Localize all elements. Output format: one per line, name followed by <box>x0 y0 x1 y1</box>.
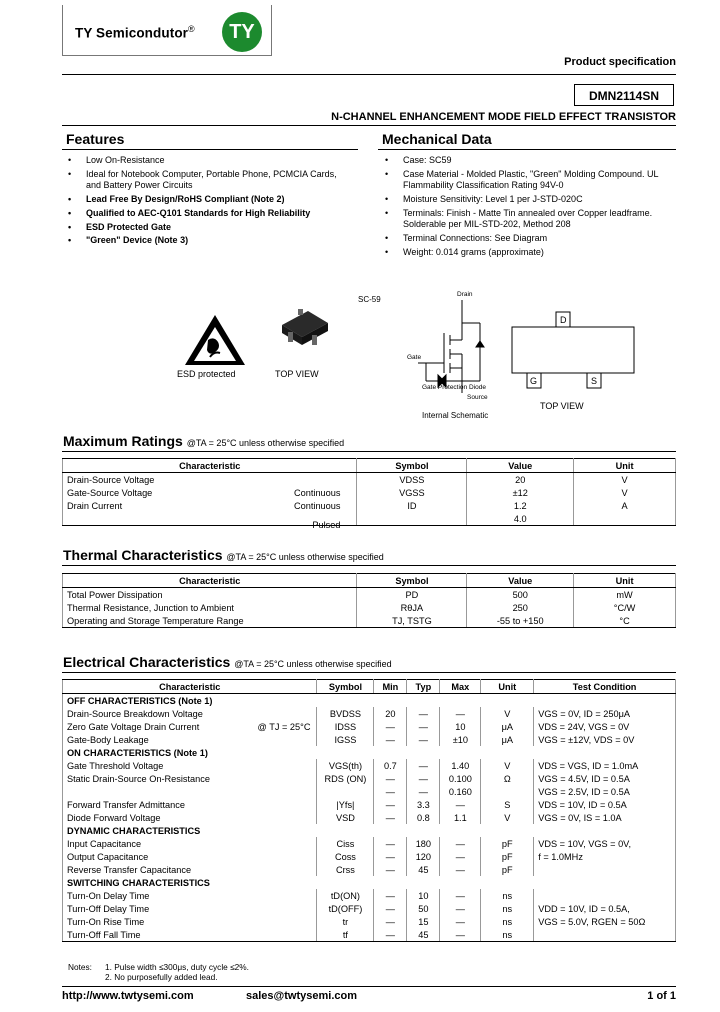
max-cell: 10 <box>440 720 481 733</box>
unit-cell: pF <box>481 837 534 850</box>
table-row <box>63 928 676 942</box>
package-3d-icon <box>282 309 328 345</box>
footer-page: 1 of 1 <box>647 990 676 1002</box>
column-header: Typ <box>407 680 440 694</box>
section-row <box>63 694 676 708</box>
column-header: Unit <box>574 574 676 588</box>
value-cell: ±12 <box>467 486 574 499</box>
column-header: Test Condition <box>534 680 676 694</box>
package-figures <box>60 285 680 425</box>
table-row <box>63 915 676 928</box>
symbol-cell: VGSS <box>357 486 467 499</box>
characteristic-sub: Pulsed <box>312 519 341 530</box>
column-header: Symbol <box>317 680 374 694</box>
value-cell: 250 <box>467 601 574 614</box>
section-title: SWITCHING CHARACTERISTICS <box>63 876 676 889</box>
column-header: Characteristic <box>63 459 357 473</box>
column-header: Unit <box>574 459 676 473</box>
mechanical-item: • Case Material - Molded Plastic, "Green" Molding Compound. UL Flammability Classification Rating 94V-0 <box>381 169 661 192</box>
typ-cell: — <box>407 733 440 746</box>
feature-item: • Lead Free By Design/RoHS Compliant (Note 2) <box>64 194 344 206</box>
characteristic-cell <box>63 720 317 733</box>
pin-s-label: S <box>591 376 598 386</box>
value-cell: 20 <box>467 473 574 487</box>
test-condition-cell: VDS = 10V, ID = 0.5A <box>534 798 676 811</box>
characteristic-text: Turn-On Delay Time <box>67 890 150 901</box>
symbol-cell: tD(OFF) <box>317 902 374 915</box>
feature-item: • ESD Protected Gate <box>64 222 344 234</box>
max-cell: 1.1 <box>440 811 481 824</box>
symbol-cell: Ciss <box>317 837 374 850</box>
characteristic-cell <box>63 486 357 499</box>
esd-label: ESD protected <box>177 369 236 379</box>
min-cell: — <box>374 798 407 811</box>
symbol-cell: tD(ON) <box>317 889 374 902</box>
characteristic-cell <box>63 850 317 863</box>
table-row <box>63 733 676 746</box>
max-cell: 0.160 <box>440 785 481 798</box>
characteristic-sub: Continuous <box>294 487 341 498</box>
max-cell: 1.40 <box>440 759 481 772</box>
characteristic-cell: Total Power Dissipation <box>63 588 357 602</box>
characteristic-text: Input Capacitance <box>67 838 142 849</box>
symbol-cell: Crss <box>317 863 374 876</box>
symbol-cell: ID <box>357 499 467 512</box>
characteristic-cell: Thermal Resistance, Junction to Ambient <box>63 601 357 614</box>
divider <box>62 149 358 150</box>
unit-cell: pF <box>481 850 534 863</box>
max-ratings-table <box>62 458 676 530</box>
symbol-cell: RθJA <box>357 601 467 614</box>
product-spec-label: Product specification <box>564 56 676 68</box>
min-cell: — <box>374 811 407 824</box>
value-cell: 500 <box>467 588 574 602</box>
unit-cell: ns <box>481 889 534 902</box>
source-label: Source <box>467 394 488 401</box>
symbol-cell <box>317 785 374 798</box>
unit-cell: μA <box>481 733 534 746</box>
section-row <box>63 824 676 837</box>
min-cell: 20 <box>374 707 407 720</box>
symbol-cell: PD <box>357 588 467 602</box>
unit-cell: °C/W <box>574 601 676 614</box>
typ-cell: — <box>407 759 440 772</box>
max-cell: — <box>440 863 481 876</box>
min-cell: — <box>374 863 407 876</box>
divider <box>62 74 676 75</box>
mechanical-list <box>381 155 661 261</box>
unit-cell: mW <box>574 588 676 602</box>
unit-cell: S <box>481 798 534 811</box>
test-condition-cell: VGS = ±12V, VDS = 0V <box>534 733 676 746</box>
characteristic-cell <box>63 811 317 824</box>
typ-cell: 120 <box>407 850 440 863</box>
table-row <box>63 499 676 512</box>
max-cell: ±10 <box>440 733 481 746</box>
min-cell: — <box>374 733 407 746</box>
table-row <box>63 837 676 850</box>
note-item: 2. No purposefully added lead. <box>105 972 218 982</box>
typ-cell: 45 <box>407 928 440 942</box>
characteristic-cell <box>63 785 317 798</box>
typ-cell: 15 <box>407 915 440 928</box>
table-row <box>63 759 676 772</box>
typ-cell: — <box>407 720 440 733</box>
divider <box>62 451 676 452</box>
thermal-title: Thermal Characteristics @TA = 25°C unless otherwise specified <box>63 547 384 563</box>
divider <box>378 149 676 150</box>
divider <box>62 986 676 987</box>
unit-cell: °C <box>574 614 676 628</box>
table-row <box>63 772 676 785</box>
characteristic-text: Output Capacitance <box>67 851 149 862</box>
table-row <box>63 614 676 628</box>
typ-cell: — <box>407 772 440 785</box>
characteristic-text: Zero Gate Voltage Drain Current <box>67 721 200 732</box>
electrical-title: Electrical Characteristics @TA = 25°C unless otherwise specified <box>63 654 392 670</box>
min-cell: — <box>374 889 407 902</box>
typ-cell: 3.3 <box>407 798 440 811</box>
max-cell: — <box>440 889 481 902</box>
characteristic-cell <box>63 733 317 746</box>
value-cell: 4.0 <box>467 512 574 526</box>
value-cell: 1.2 <box>467 499 574 512</box>
max-cell: — <box>440 915 481 928</box>
section-title: DYNAMIC CHARACTERISTICS <box>63 824 676 837</box>
test-condition-cell: VGS = 0V, ID = 250μA <box>534 707 676 720</box>
column-header: Symbol <box>357 574 467 588</box>
min-cell: 0.7 <box>374 759 407 772</box>
company-logo: TY <box>222 12 262 52</box>
top-view-label-2: TOP VIEW <box>540 401 584 411</box>
characteristic-sub: Continuous <box>294 500 341 511</box>
min-cell: — <box>374 785 407 798</box>
divider <box>62 672 676 673</box>
internal-schematic-icon <box>418 300 484 393</box>
note-item: 1. Pulse width ≤300μs, duty cycle ≤2%. <box>105 962 249 972</box>
notes-list <box>105 962 249 982</box>
table-row <box>63 473 676 487</box>
column-header: Symbol <box>357 459 467 473</box>
symbol-cell: tf <box>317 928 374 942</box>
divider <box>62 125 676 126</box>
typ-cell: 180 <box>407 837 440 850</box>
characteristic-cell <box>63 837 317 850</box>
table-row <box>63 902 676 915</box>
pin-d-label: D <box>560 315 567 325</box>
gate-protection-label: Gate Protection Diode <box>422 384 486 391</box>
characteristic-cell <box>63 798 317 811</box>
table-row <box>63 588 676 602</box>
test-condition-cell: VGS = 5.0V, RGEN = 50Ω <box>534 915 676 928</box>
mechanical-item: • Weight: 0.014 grams (approximate) <box>381 247 661 259</box>
symbol-cell: TJ, TSTG <box>357 614 467 628</box>
test-condition-cell <box>534 928 676 942</box>
max-cell: — <box>440 837 481 850</box>
company-name: TY Semicondutor® <box>75 24 195 41</box>
test-condition-cell: VGS = 4.5V, ID = 0.5A <box>534 772 676 785</box>
drain-label: Drain <box>457 291 473 298</box>
min-cell: — <box>374 915 407 928</box>
symbol-cell: BVDSS <box>317 707 374 720</box>
characteristic-cell <box>63 473 357 487</box>
table-row <box>63 811 676 824</box>
gate-label: Gate <box>407 354 422 361</box>
part-number: DMN2114SN <box>574 84 674 106</box>
typ-cell: 50 <box>407 902 440 915</box>
characteristic-cell: Operating and Storage Temperature Range <box>63 614 357 628</box>
unit-cell: V <box>481 759 534 772</box>
column-header: Unit <box>481 680 534 694</box>
column-header: Max <box>440 680 481 694</box>
characteristic-cell <box>63 772 317 785</box>
max-cell: — <box>440 707 481 720</box>
symbol-cell: Coss <box>317 850 374 863</box>
unit-cell: ns <box>481 928 534 942</box>
characteristic-sub: @ TJ = 25°C <box>257 721 311 732</box>
section-title: OFF CHARACTERISTICS (Note 1) <box>63 694 676 708</box>
characteristic-cell <box>63 512 357 530</box>
footer-email[interactable]: sales@twtysemi.com <box>246 990 357 1002</box>
typ-cell: 10 <box>407 889 440 902</box>
table-row <box>63 720 676 733</box>
test-condition-cell: VGS = 0V, IS = 1.0A <box>534 811 676 824</box>
characteristic-cell <box>63 889 317 902</box>
min-cell: — <box>374 902 407 915</box>
typ-cell: 0.8 <box>407 811 440 824</box>
section-title: ON CHARACTERISTICS (Note 1) <box>63 746 676 759</box>
symbol-cell: VSD <box>317 811 374 824</box>
characteristic-text: Gate-Body Leakage <box>67 734 149 745</box>
unit-cell <box>574 512 676 526</box>
footer-url[interactable]: http://www.twtysemi.com <box>62 990 194 1002</box>
characteristic-text: Drain Current <box>67 500 123 511</box>
characteristic-text: Turn-On Rise Time <box>67 916 145 927</box>
test-condition-cell <box>534 889 676 902</box>
symbol-cell: tr <box>317 915 374 928</box>
characteristic-text: Gate Threshold Voltage <box>67 760 164 771</box>
test-condition-cell: VDS = VGS, ID = 1.0mA <box>534 759 676 772</box>
characteristic-text: Turn-Off Fall Time <box>67 929 141 940</box>
characteristic-text: Drain-Source Voltage <box>67 474 155 485</box>
characteristic-cell <box>63 499 357 512</box>
unit-cell: V <box>481 811 534 824</box>
characteristic-text: Reverse Transfer Capacitance <box>67 864 192 875</box>
table-row <box>63 889 676 902</box>
min-cell: — <box>374 772 407 785</box>
max-cell: — <box>440 798 481 811</box>
top-view-label: TOP VIEW <box>275 369 319 379</box>
table-row <box>63 486 676 499</box>
unit-cell: ns <box>481 915 534 928</box>
max-cell: — <box>440 928 481 942</box>
unit-cell: A <box>574 499 676 512</box>
table-row <box>63 707 676 720</box>
column-header: Min <box>374 680 407 694</box>
unit-cell: pF <box>481 863 534 876</box>
symbol-cell: VGS(th) <box>317 759 374 772</box>
column-header: Characteristic <box>63 680 317 694</box>
unit-cell: μA <box>481 720 534 733</box>
test-condition-cell: f = 1.0MHz <box>534 850 676 863</box>
unit-cell: V <box>574 486 676 499</box>
typ-cell: 45 <box>407 863 440 876</box>
characteristic-cell <box>63 759 317 772</box>
value-cell: -55 to +150 <box>467 614 574 628</box>
column-header: Value <box>467 574 574 588</box>
pin-g-label: G <box>530 376 538 386</box>
min-cell: — <box>374 837 407 850</box>
mechanical-item: • Terminal Connections: See Diagram <box>381 233 661 245</box>
characteristic-cell <box>63 863 317 876</box>
section-row <box>63 746 676 759</box>
esd-symbol-icon <box>185 315 245 365</box>
test-condition-cell: VDD = 10V, ID = 0.5A, <box>534 902 676 915</box>
symbol-cell: IGSS <box>317 733 374 746</box>
characteristic-text: Static Drain-Source On-Resistance <box>67 773 210 784</box>
mechanical-item: • Case: SC59 <box>381 155 661 167</box>
table-row <box>63 798 676 811</box>
table-row <box>63 850 676 863</box>
feature-item: • Ideal for Notebook Computer, Portable Phone, PCMCIA Cards, and Battery Power Circuits <box>64 169 344 192</box>
test-condition-cell: VGS = 2.5V, ID = 0.5A <box>534 785 676 798</box>
device-subtitle: N-CHANNEL ENHANCEMENT MODE FIELD EFFECT TRANSISTOR <box>331 111 676 123</box>
unit-cell: V <box>481 707 534 720</box>
test-condition-cell: VDS = 10V, VGS = 0V, <box>534 837 676 850</box>
characteristic-text: Drain-Source Breakdown Voltage <box>67 708 203 719</box>
internal-schematic-label: Internal Schematic <box>422 411 489 420</box>
max-ratings-title: Maximum Ratings @TA = 25°C unless otherwise specified <box>63 433 345 449</box>
characteristic-text: Forward Transfer Admittance <box>67 799 185 810</box>
characteristic-cell <box>63 707 317 720</box>
characteristic-cell <box>63 928 317 942</box>
max-cell: — <box>440 902 481 915</box>
column-header: Characteristic <box>63 574 357 588</box>
max-cell: — <box>440 850 481 863</box>
table-row <box>63 601 676 614</box>
notes-label: Notes: <box>68 962 92 972</box>
characteristic-text: Diode Forward Voltage <box>67 812 161 823</box>
unit-cell <box>481 785 534 798</box>
mechanical-item: • Moisture Sensitivity: Level 1 per J-STD-020C <box>381 194 661 206</box>
feature-item: • "Green" Device (Note 3) <box>64 235 344 247</box>
test-condition-cell: VDS = 24V, VGS = 0V <box>534 720 676 733</box>
section-row <box>63 876 676 889</box>
typ-cell: — <box>407 785 440 798</box>
table-row <box>63 512 676 526</box>
min-cell: — <box>374 720 407 733</box>
symbol-cell <box>357 512 467 526</box>
unit-cell: ns <box>481 902 534 915</box>
characteristic-cell <box>63 915 317 928</box>
table-row <box>63 785 676 798</box>
test-condition-cell <box>534 863 676 876</box>
characteristic-text: Turn-Off Delay Time <box>67 903 150 914</box>
table-row <box>63 863 676 876</box>
typ-cell: — <box>407 707 440 720</box>
unit-cell: Ω <box>481 772 534 785</box>
mechanical-item: • Terminals: Finish - Matte Tin annealed over Copper leadframe. Solderable per MIL-STD-202, Method 208 <box>381 208 661 231</box>
symbol-cell: IDSS <box>317 720 374 733</box>
min-cell: — <box>374 850 407 863</box>
sc59-label: SC-59 <box>358 295 381 304</box>
features-title: Features <box>66 131 125 147</box>
mechanical-title: Mechanical Data <box>382 131 492 147</box>
min-cell: — <box>374 928 407 942</box>
characteristic-text: Gate-Source Voltage <box>67 487 153 498</box>
electrical-table <box>62 679 676 942</box>
symbol-cell: |Yfs| <box>317 798 374 811</box>
divider <box>62 565 676 566</box>
unit-cell: V <box>574 473 676 487</box>
column-header: Value <box>467 459 574 473</box>
symbol-cell: VDSS <box>357 473 467 487</box>
thermal-table <box>62 573 676 628</box>
feature-item: • Qualified to AEC-Q101 Standards for High Reliability <box>64 208 344 220</box>
feature-item: • Low On-Resistance <box>64 155 344 167</box>
symbol-cell: RDS (ON) <box>317 772 374 785</box>
features-list <box>64 155 344 249</box>
characteristic-cell <box>63 902 317 915</box>
max-cell: 0.100 <box>440 772 481 785</box>
